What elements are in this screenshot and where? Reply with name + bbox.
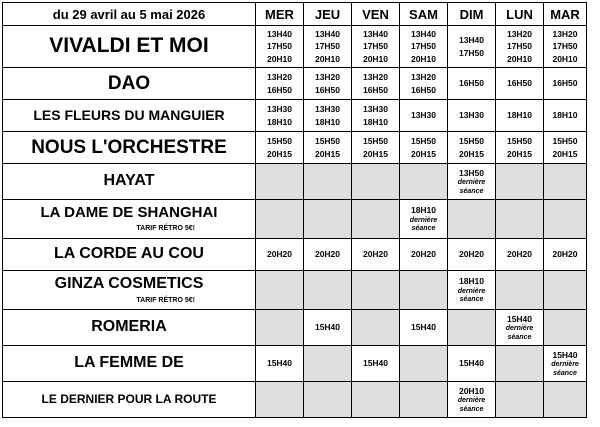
showtime-cell <box>256 239 304 271</box>
showtime: 20H10 <box>410 53 437 64</box>
showtime: 20H20 <box>506 249 533 260</box>
showtime-cell <box>256 68 304 100</box>
film-row <box>3 346 587 382</box>
film-row <box>3 26 587 68</box>
showtime-cell <box>448 164 496 200</box>
film-title: LE DERNIER POUR LA ROUTE <box>41 392 217 407</box>
film-title-cell <box>3 132 256 164</box>
showtime: 20H20 <box>266 249 293 260</box>
empty-slot <box>352 271 400 310</box>
showtime-cell <box>400 100 448 132</box>
showtime-cell <box>400 132 448 164</box>
showtime: 16H50 <box>410 84 437 95</box>
empty-slot <box>544 271 587 310</box>
film-title-cell <box>3 239 256 271</box>
last-showing-note: dernière séance <box>409 216 438 233</box>
showtime: 13H20 <box>266 72 293 83</box>
showtime: 15H50 <box>362 136 389 147</box>
showtime: 17H50 <box>410 41 437 52</box>
showtime-cell <box>496 100 544 132</box>
film-title: VIVALDI ET MOI <box>49 34 209 58</box>
showtime-cell <box>496 239 544 271</box>
showtime-cell <box>352 346 400 382</box>
showtime-cell <box>448 26 496 68</box>
showtime-cell <box>448 100 496 132</box>
showtime: 16H50 <box>362 84 389 95</box>
empty-slot <box>400 346 448 382</box>
showtime: 16H50 <box>506 78 533 89</box>
film-title-cell <box>3 382 256 418</box>
last-showing-note: dernière séance <box>457 397 486 413</box>
showtime-cell <box>352 26 400 68</box>
showtime: 17H50 <box>362 41 389 52</box>
day-header-ven: VEN <box>352 3 400 26</box>
empty-slot <box>448 200 496 239</box>
showtime-cell <box>448 382 496 418</box>
empty-slot <box>352 310 400 346</box>
film-row <box>3 68 587 100</box>
empty-slot <box>544 164 587 200</box>
last-showing-note: dernière séance <box>505 325 534 341</box>
showtime-cell <box>544 239 587 271</box>
empty-slot <box>256 271 304 310</box>
showtime: 17H50 <box>552 41 578 52</box>
showtime-cell <box>448 239 496 271</box>
showtime: 20H10 <box>314 53 341 64</box>
showtime-cell <box>256 100 304 132</box>
empty-slot <box>352 382 400 418</box>
film-row <box>3 132 587 164</box>
showtime-cell <box>304 310 352 346</box>
showtime: 13H30 <box>458 110 485 121</box>
showtime: 18H10 <box>362 116 389 127</box>
showtime-cell <box>448 132 496 164</box>
showtime-cell <box>352 132 400 164</box>
empty-slot <box>352 164 400 200</box>
showtime: 15H50 <box>410 136 437 147</box>
showtime-cell <box>304 239 352 271</box>
empty-slot <box>448 310 496 346</box>
showtime: 16H50 <box>314 84 341 95</box>
film-title-cell <box>3 68 256 100</box>
showtime: 15H40 <box>266 358 293 369</box>
empty-slot <box>352 200 400 239</box>
showtime: 20H20 <box>362 249 389 260</box>
last-showing-note: dernière séance <box>457 287 486 304</box>
showtime-cell <box>352 100 400 132</box>
showtime: 17H50 <box>314 41 341 52</box>
film-title: LA FEMME DE <box>74 354 184 372</box>
film-title: LES FLEURS DU MANGUIER <box>33 107 225 124</box>
showtime-cell <box>304 26 352 68</box>
day-header-sam: SAM <box>400 3 448 26</box>
showtime: 13H40 <box>362 29 389 40</box>
showtime: 15H40 <box>314 322 341 333</box>
film-title-cell <box>3 310 256 346</box>
showtime: 13H40 <box>458 35 485 46</box>
showtime: 18H10 <box>266 116 293 127</box>
empty-slot <box>304 382 352 418</box>
showtime: 15H50 <box>458 136 485 147</box>
showtime: 17H50 <box>506 41 533 52</box>
showtime: 20H10 <box>552 53 578 64</box>
empty-slot <box>544 382 587 418</box>
showtime: 16H50 <box>458 78 485 89</box>
showtime: 13H30 <box>362 104 389 115</box>
showtime: 17H50 <box>266 41 293 52</box>
empty-slot <box>400 271 448 310</box>
showtime-cell <box>352 239 400 271</box>
showtime-cell <box>496 132 544 164</box>
schedule-body <box>3 26 587 418</box>
showtime: 15H40 <box>552 349 578 360</box>
showtime-cell <box>256 346 304 382</box>
showtime: 20H10 <box>506 53 533 64</box>
showtime: 15H40 <box>458 358 485 369</box>
showtime-cell <box>448 271 496 310</box>
showtime-cell <box>400 310 448 346</box>
showtime: 13H40 <box>314 29 341 40</box>
showtime-cell <box>448 68 496 100</box>
showtime: 18H10 <box>458 276 485 287</box>
showtime-cell <box>304 132 352 164</box>
day-header-mer: MER <box>256 3 304 26</box>
showtime: 13H20 <box>410 72 437 83</box>
price-note: TARIF RÉTRO 5€! <box>136 225 195 233</box>
showtime: 20H10 <box>458 385 485 396</box>
film-title-cell <box>3 164 256 200</box>
film-title-cell <box>3 271 256 310</box>
showtime-cell <box>496 26 544 68</box>
showtime-cell <box>544 26 587 68</box>
showtime: 13H40 <box>266 29 293 40</box>
film-title: LA DAME DE SHANGHAI <box>40 204 218 222</box>
empty-slot <box>544 310 587 346</box>
film-title: DAO <box>107 72 151 94</box>
showtime: 15H50 <box>506 136 533 147</box>
empty-slot <box>496 200 544 239</box>
showtime: 20H15 <box>410 148 437 159</box>
day-header-mar: MAR <box>544 3 587 26</box>
film-title-cell <box>3 26 256 68</box>
film-title-cell <box>3 346 256 382</box>
film-row <box>3 310 587 346</box>
showtime-cell <box>400 239 448 271</box>
showtime: 17H50 <box>458 47 485 58</box>
showtime: 16H50 <box>552 78 578 89</box>
showtime-cell <box>544 100 587 132</box>
empty-slot <box>304 200 352 239</box>
showtime: 20H15 <box>506 148 533 159</box>
showtime-cell <box>400 68 448 100</box>
day-header-lun: LUN <box>496 3 544 26</box>
showtime-cell <box>400 26 448 68</box>
empty-slot <box>256 310 304 346</box>
film-row <box>3 100 587 132</box>
showtime: 15H50 <box>552 136 578 147</box>
showtime: 13H20 <box>552 29 578 40</box>
showtime: 15H50 <box>266 136 293 147</box>
showtime: 16H50 <box>266 84 293 95</box>
empty-slot <box>400 382 448 418</box>
film-title-cell <box>3 100 256 132</box>
empty-slot <box>496 271 544 310</box>
showtime: 20H20 <box>314 249 341 260</box>
showtime: 18H10 <box>410 205 437 216</box>
showtime-cell <box>448 346 496 382</box>
showtime: 15H40 <box>362 358 389 369</box>
showtime-cell <box>304 68 352 100</box>
empty-slot <box>256 200 304 239</box>
showtime: 20H20 <box>552 249 578 260</box>
showtime: 13H30 <box>410 110 437 121</box>
empty-slot <box>304 164 352 200</box>
showtime: 15H40 <box>410 322 437 333</box>
film-row <box>3 271 587 310</box>
schedule-table <box>2 2 587 418</box>
showtime: 13H40 <box>410 29 437 40</box>
last-showing-note: dernière séance <box>457 179 486 195</box>
showtime: 13H20 <box>506 29 533 40</box>
film-title: NOUS L'ORCHESTRE <box>31 136 227 158</box>
film-title: HAYAT <box>103 172 155 190</box>
showtime-cell <box>496 310 544 346</box>
showtime: 20H20 <box>458 249 485 260</box>
showtime-cell <box>496 68 544 100</box>
empty-slot <box>304 346 352 382</box>
showtime: 13H30 <box>266 104 293 115</box>
showtime: 20H10 <box>266 53 293 64</box>
empty-slot <box>496 382 544 418</box>
showtime-cell <box>256 132 304 164</box>
showtime: 13H20 <box>362 72 389 83</box>
showtime: 20H15 <box>266 148 293 159</box>
showtime-cell <box>352 68 400 100</box>
showtime: 13H50 <box>458 167 485 178</box>
showtime: 20H15 <box>362 148 389 159</box>
film-title-cell <box>3 200 256 239</box>
showtime: 20H20 <box>410 249 437 260</box>
price-note: TARIF RÉTRO 5€! <box>136 296 195 304</box>
showtime: 20H15 <box>458 148 485 159</box>
empty-slot <box>400 164 448 200</box>
showtime-cell <box>544 132 587 164</box>
showtime: 18H10 <box>314 116 341 127</box>
empty-slot <box>256 164 304 200</box>
day-header-dim: DIM <box>448 3 496 26</box>
last-showing-note: dernière séance <box>551 361 579 377</box>
showtime: 20H15 <box>314 148 341 159</box>
empty-slot <box>496 164 544 200</box>
showtime-cell <box>544 346 587 382</box>
showtime: 15H50 <box>314 136 341 147</box>
showtime-cell <box>256 26 304 68</box>
film-title: LA CORDE AU COU <box>54 245 204 263</box>
film-row <box>3 239 587 271</box>
empty-slot <box>496 346 544 382</box>
schedule-title: du 29 avril au 5 mai 2026 <box>3 3 256 26</box>
showtime: 18H10 <box>552 110 578 121</box>
showtime-cell <box>544 68 587 100</box>
empty-slot <box>256 382 304 418</box>
header-row <box>3 3 587 26</box>
showtime-cell <box>400 200 448 239</box>
film-title: GINZA COSMETICS <box>54 274 204 292</box>
film-title: ROMERIA <box>91 318 167 336</box>
showtime: 13H20 <box>314 72 341 83</box>
film-row <box>3 382 587 418</box>
empty-slot <box>304 271 352 310</box>
film-row <box>3 164 587 200</box>
showtime: 20H10 <box>362 53 389 64</box>
film-row <box>3 200 587 239</box>
showtime: 15H40 <box>506 313 533 324</box>
showtime: 20H15 <box>552 148 578 159</box>
showtime: 13H30 <box>314 104 341 115</box>
day-header-jeu: JEU <box>304 3 352 26</box>
showtime: 18H10 <box>506 110 533 121</box>
empty-slot <box>544 200 587 239</box>
showtime-cell <box>304 100 352 132</box>
